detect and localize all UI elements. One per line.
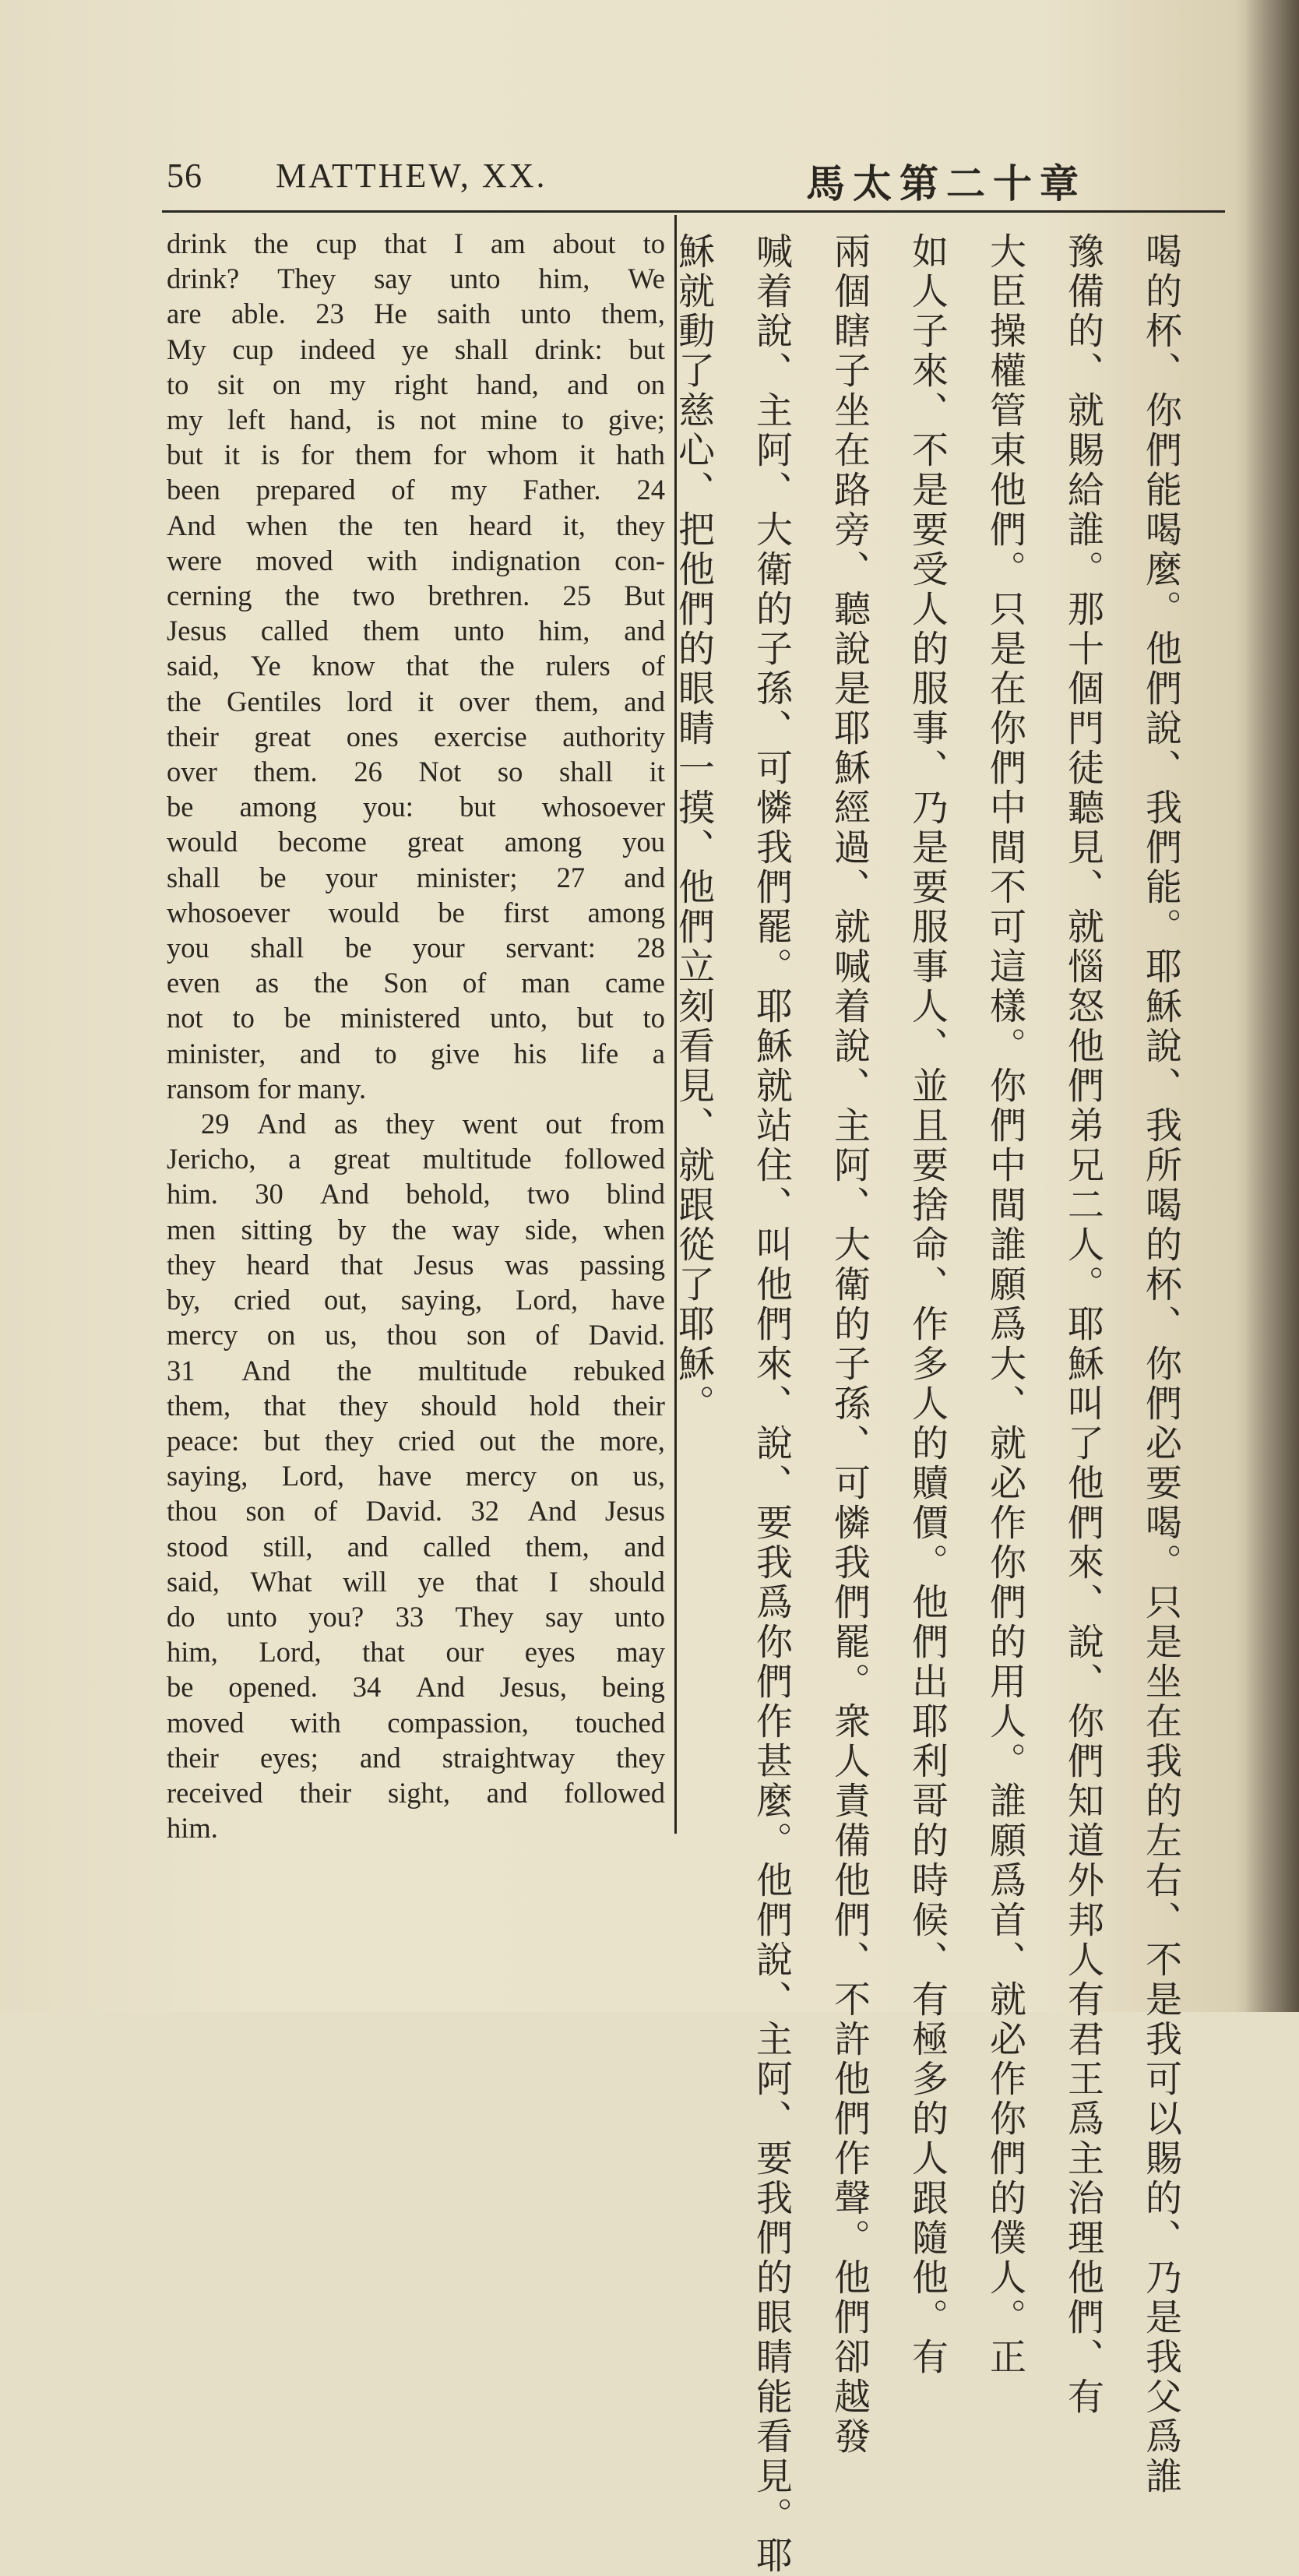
english-line: over them. 26 Not so shall it xyxy=(167,756,665,788)
english-line: to sit on my right hand, and on xyxy=(167,368,665,400)
english-line: said, Ye know that the rulers of xyxy=(167,650,665,682)
english-line: him, Lord, that our eyes may xyxy=(167,1636,665,1669)
english-line: their eyes; and straightway they xyxy=(167,1741,665,1774)
english-line: cerning the two brethren. 25 But xyxy=(167,580,665,612)
english-line: Jesus called them unto him, and xyxy=(167,615,665,647)
english-line: saying, Lord, have mercy on us, xyxy=(167,1460,665,1492)
english-line: would become great among you xyxy=(167,826,665,858)
english-line: be among you: but whosoever xyxy=(167,791,665,823)
chinese-column: 喊着說、主阿、大衛的子孫、可憐我們罷。耶穌就站住、叫他們來、說、要我爲你們作甚麼。他們說、主阿、要我們的眼睛能看見。耶 xyxy=(750,232,793,2576)
english-line: ransom for many. xyxy=(167,1072,367,1105)
english-line: not to be ministered unto, but to xyxy=(167,1002,665,1034)
english-text-column xyxy=(167,226,665,1845)
english-line: them, that they should hold their xyxy=(167,1389,665,1422)
book-binding-shadow xyxy=(1244,0,1299,2012)
chinese-column: 穌就動了慈心、把他們的眼睛一摸、他們立刻看見、就跟從了耶穌。 xyxy=(672,232,715,1424)
chinese-running-title: 馬太第二十章 xyxy=(806,161,1086,206)
english-line: their great ones exercise authority xyxy=(167,720,665,752)
chinese-column: 大臣操權管束他們。只是在你們中間不可這樣。你們中間誰願爲大、就必作你們的用人。誰願爲首、就必作你們的僕人。正 xyxy=(984,232,1026,2377)
english-line: And when the ten heard it, they xyxy=(167,509,665,541)
english-line: mercy on us, thou son of David. xyxy=(167,1319,665,1351)
english-line: drink? They say unto him, We xyxy=(167,263,665,295)
english-line: men sitting by the way side, when xyxy=(167,1213,665,1246)
english-line: stood still, and called them, and xyxy=(167,1530,665,1563)
english-line: My cup indeed ye shall drink: but xyxy=(167,333,665,365)
english-line: him. xyxy=(167,1812,218,1845)
english-line: are able. 23 He saith unto them, xyxy=(167,298,665,330)
english-line: 31 And the multitude rebuked xyxy=(167,1354,665,1387)
english-line: drink the cup that I am about to xyxy=(167,227,665,259)
english-line: my left hand, is not mine to give; xyxy=(167,403,665,436)
english-line: moved with compassion, touched xyxy=(167,1706,665,1739)
english-line: whosoever would be first among xyxy=(167,896,665,929)
english-line: even as the Son of man came xyxy=(167,967,665,999)
english-line: be opened. 34 And Jesus, being xyxy=(167,1671,665,1704)
english-line: they heard that Jesus was passing xyxy=(167,1248,665,1281)
chinese-column: 如人子來、不是要受人的服事、乃是要服事人、並且要捨命、作多人的贖價。他們出耶利哥的時候、有極多的人跟隨他。有 xyxy=(906,232,949,2377)
english-line: peace: but they cried out the more, xyxy=(167,1424,665,1457)
chinese-column: 喝的杯、你們能喝麼。他們說、我們能。耶穌說、我所喝的杯、你們必要喝。只是坐在我的左右、不是我可以賜的、乃是我父爲誰 xyxy=(1139,232,1182,2497)
english-line: but it is for them for whom it hath xyxy=(167,439,665,471)
chinese-column: 豫備的、就賜給誰。那十個門徒聽見、就惱怒他們弟兄二人。耶穌叫了他們來、說、你們知道外邦人有君王爲主治理他們、有 xyxy=(1061,232,1104,2417)
english-line: you shall be your servant: 28 xyxy=(167,932,665,964)
english-line: been prepared of my Father. 24 xyxy=(167,474,665,506)
chinese-column: 兩個瞎子坐在路旁、聽說是耶穌經過、就喊着說、主阿、大衛的子孫、可憐我們罷。衆人責備他們、不許他們作聲。他們卻越發 xyxy=(828,232,871,2457)
page-number: 56 xyxy=(167,157,202,195)
english-line: him. 30 And behold, two blind xyxy=(167,1178,665,1210)
english-line: shall be your minister; 27 and xyxy=(167,861,665,893)
english-line: by, cried out, saying, Lord, have xyxy=(167,1284,665,1316)
running-title: MATTHEW, XX. xyxy=(276,157,547,195)
header-rule xyxy=(162,210,1225,213)
english-line: the Gentiles lord it over them, and xyxy=(167,685,665,717)
english-line: were moved with indignation con- xyxy=(167,544,665,576)
english-line: Jericho, a great multitude followed xyxy=(167,1143,665,1175)
english-line: 29 And as they went out from xyxy=(201,1108,665,1140)
english-line: minister, and to give his life a xyxy=(167,1037,665,1070)
english-line: thou son of David. 32 And Jesus xyxy=(167,1495,665,1528)
english-line: received their sight, and followed xyxy=(167,1776,665,1809)
english-line: do unto you? 33 They say unto xyxy=(167,1600,665,1633)
english-line: said, What will ye that I should xyxy=(167,1565,665,1598)
